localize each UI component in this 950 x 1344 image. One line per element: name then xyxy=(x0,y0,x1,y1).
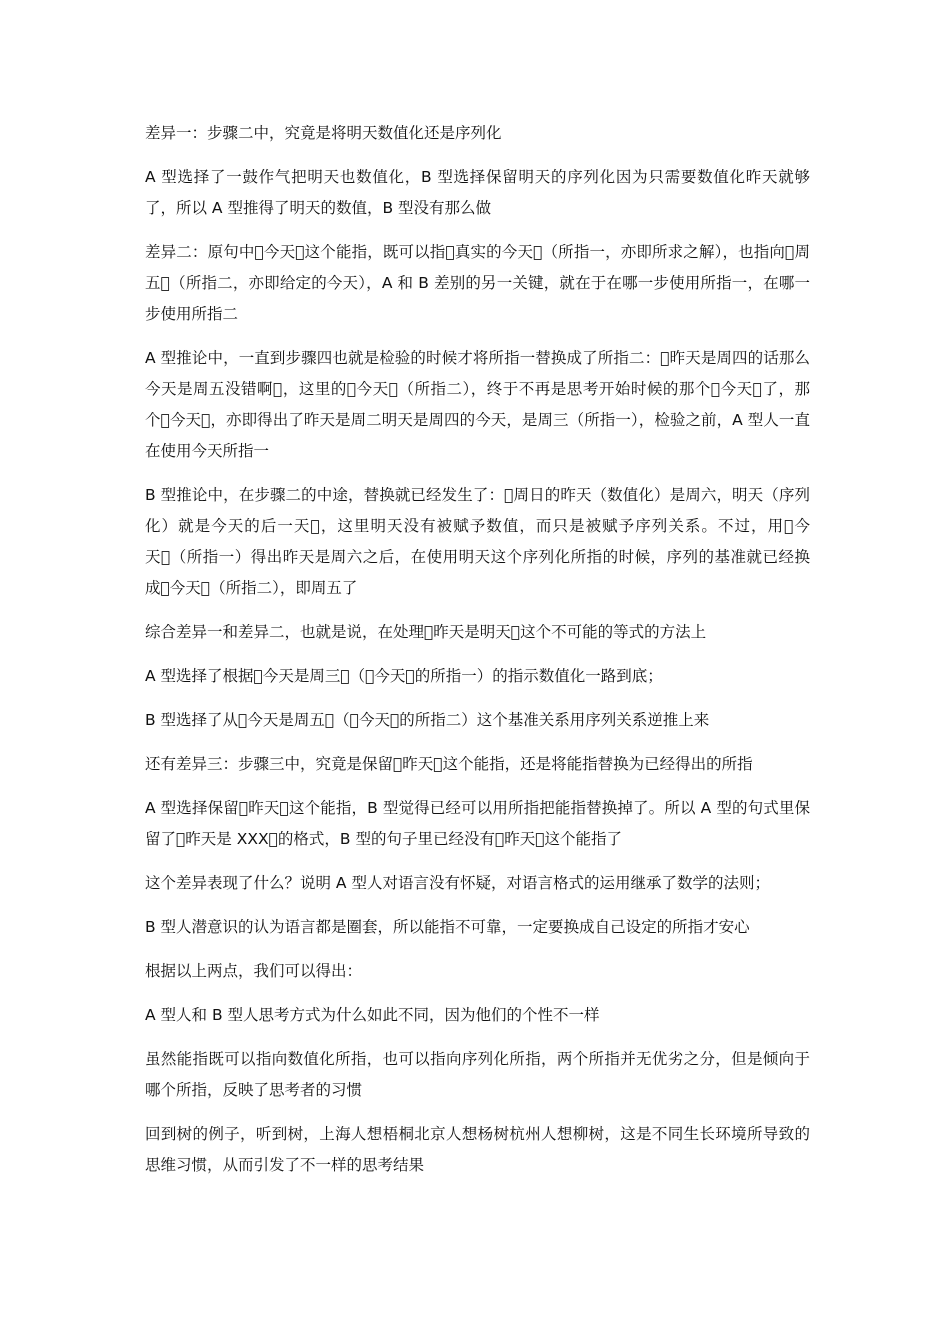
paragraph-personality: A 型人和 B 型人思考方式为什么如此不同，因为他们的个性不一样 xyxy=(145,1006,600,1024)
paragraph-signifier-retention: A 型选择保留 昨天 这个能指，B 型觉得已经可以用所指把能指替换掉了。所以 A 型的句式里保留了 昨天是 XXX 的格式，B 型的句子里已经没有 昨天 这个能指了 xyxy=(145,799,810,848)
paragraph-difference-one: 差异一：步骤二中，究竟是将明天数值化还是序列化 xyxy=(145,124,502,142)
paragraph-difference-two: 差异二：原句中 今天 这个能指，既可以指 真实的今天 （所指一，亦即所求之解），也指向 周五 （所指二，亦即给定的今天），A 和 B 差别的另一关键，就在于在哪一步使用所指一，在哪一步使用所指二 xyxy=(145,243,810,323)
paragraph-summary-one-two: 综合差异一和差异二，也就是说，在处理 昨天是明天 这个不可能的等式的方法上 xyxy=(145,623,707,641)
paragraph-type-b-choice: B 型选择了从 今天是周五 （ 今天 的所指二）这个基准关系用序列关系逆推上来 xyxy=(145,711,710,729)
paragraph-conclusion-intro: 根据以上两点，我们可以得出： xyxy=(145,962,363,980)
paragraph-type-a-choice: A 型选择了根据 今天是周三 （ 今天 的所指一）的指示数值化一路到底； xyxy=(145,667,663,685)
document-body xyxy=(145,118,810,1194)
paragraph-habits: 虽然能指既可以指向数值化所指，也可以指向序列化所指，两个所指并无优劣之分，但是倾向于哪个所指，反映了思考者的习惯 xyxy=(145,1050,810,1099)
paragraph-type-a-language: 这个差异表现了什么？说明 A 型人对语言没有怀疑，对语言格式的运用继承了数学的法则； xyxy=(145,874,770,892)
paragraph-type-b-reasoning: B 型推论中，在步骤二的中途，替换就已经发生了： 周日的昨天（数值化）是周六，明天（序列化）就是今天的后一天 ，这里明天没有被赋予数值，而只是被赋予序列关系。不过，用 今天 （所指一）得出昨天是周六之后，在使用明天这个序列化所指的时候，序列的基准就已经换成 今天 （所指二），即周五了 xyxy=(145,486,810,597)
paragraph-type-a-reasoning: A 型推论中，一直到步骤四也就是检验的时候才将所指一替换成了所指二： 昨天是周四的话那么今天是周五没错啊 ，这里的 今天 （所指二），终于不再是思考开始时候的那个 今天 了，那个 今天 ，亦即得出了昨天是周二明天是周四的今天，是周三（所指一），检验之前，A 型人一直在使用今天所指一 xyxy=(145,349,810,460)
paragraph-tree-example: 回到树的例子，听到树，上海人想梧桐北京人想杨树杭州人想柳树，这是不同生长环境所导致的思维习惯，从而引发了不一样的思考结果 xyxy=(145,1125,810,1174)
paragraph-difference-three: 还有差异三：步骤三中，究竟是保留 昨天 这个能指，还是将能指替换为已经得出的所指 xyxy=(145,755,753,773)
paragraph-type-b-language: B 型人潜意识的认为语言都是圈套，所以能指不可靠，一定要换成自己设定的所指才安心 xyxy=(145,918,750,936)
paragraph-type-a-numeric: A 型选择了一鼓作气把明天也数值化，B 型选择保留明天的序列化因为只需要数值化昨天就够了，所以 A 型推得了明天的数值，B 型没有那么做 xyxy=(145,168,810,217)
